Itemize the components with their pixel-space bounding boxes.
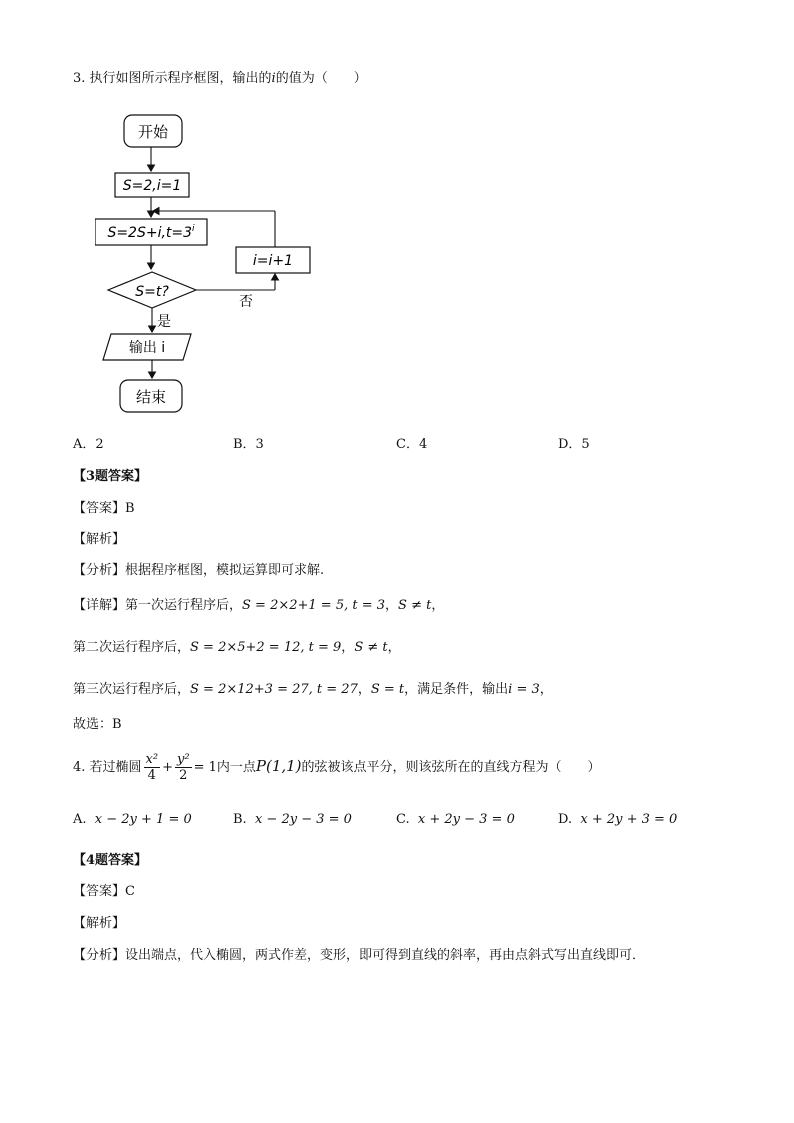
- q3-option-a: A．2: [73, 437, 104, 452]
- flow-decision-text: S=t?: [135, 284, 169, 300]
- q4-fraction-x: $\frac{\text{x²}}{4}$: [145, 752, 159, 783]
- q4-option-c: C. x + 2y − 3 = 0: [396, 812, 515, 827]
- q3-answer: 【答案】B: [73, 501, 135, 516]
- q3-detail-step1: 【详解】第一次运行程序后，S = 2×2+1 = 5, t = 3，S ≠ t，: [73, 598, 445, 613]
- flow-increment-text: i=i+1: [252, 253, 294, 269]
- q4-fraction-y: $\frac{\text{y²}}{2}$: [177, 752, 190, 783]
- q4-option-d: D. x + 2y + 3 = 0: [558, 812, 678, 827]
- q4-option-a: A. x − 2y + 1 = 0: [73, 812, 192, 827]
- q3-conclusion: 故选：B: [73, 717, 122, 732]
- flow-end-text: 结束: [135, 388, 167, 406]
- flow-start-text: 开始: [137, 123, 169, 141]
- flow-process-text: $S=2S+i,t=3^i$: [107, 224, 195, 241]
- q3-detail-step3: 第三次运行程序后，S = 2×12+3 = 27, t = 27，S = t，满足条件，输出i = 3，: [73, 682, 553, 697]
- q4-option-b: B. x − 2y − 3 = 0: [233, 812, 352, 827]
- flow-yes-label: 是: [157, 314, 171, 330]
- q3-option-d: D．5: [558, 437, 590, 452]
- q3-option-c: C．4: [396, 437, 428, 452]
- q4-analysis: 【分析】设出端点，代入椭圆，两式作差，变形，即可得到直线的斜率，再由点斜式写出直线即可．: [73, 948, 646, 963]
- flow-output-text: 输出 i: [128, 340, 166, 356]
- q4-answer-header: 【4题答案】: [73, 853, 148, 868]
- q3-detail-step2: 第二次运行程序后，S = 2×5+2 = 12, t = 9，S ≠ t，: [73, 640, 401, 655]
- q3-stem: 3. 执行如图所示程序框图，输出的i的值为（ ）: [73, 71, 367, 86]
- q3-analysis-header: 【解析】: [73, 532, 126, 547]
- q3-answer-header: 【3题答案】: [73, 469, 148, 484]
- q3-option-b: B．3: [233, 437, 264, 452]
- flow-no-label: 否: [239, 294, 253, 310]
- flow-init-text: S=2,i=1: [122, 178, 182, 194]
- q4-analysis-header: 【解析】: [73, 916, 126, 931]
- q3-analysis: 【分析】根据程序框图，模拟运算即可求解.: [73, 563, 325, 578]
- q3-flowchart: [95, 110, 325, 420]
- q4-stem: 4. 若过椭圆 $\frac{\text{x²}}{4}$ + $\frac{\text{y²}}{2}$ = 1内一点P(1,1)的弦被该点平分，则该弦所在的直线方程为（ ）: [73, 752, 601, 783]
- q4-answer: 【答案】C: [73, 884, 135, 899]
